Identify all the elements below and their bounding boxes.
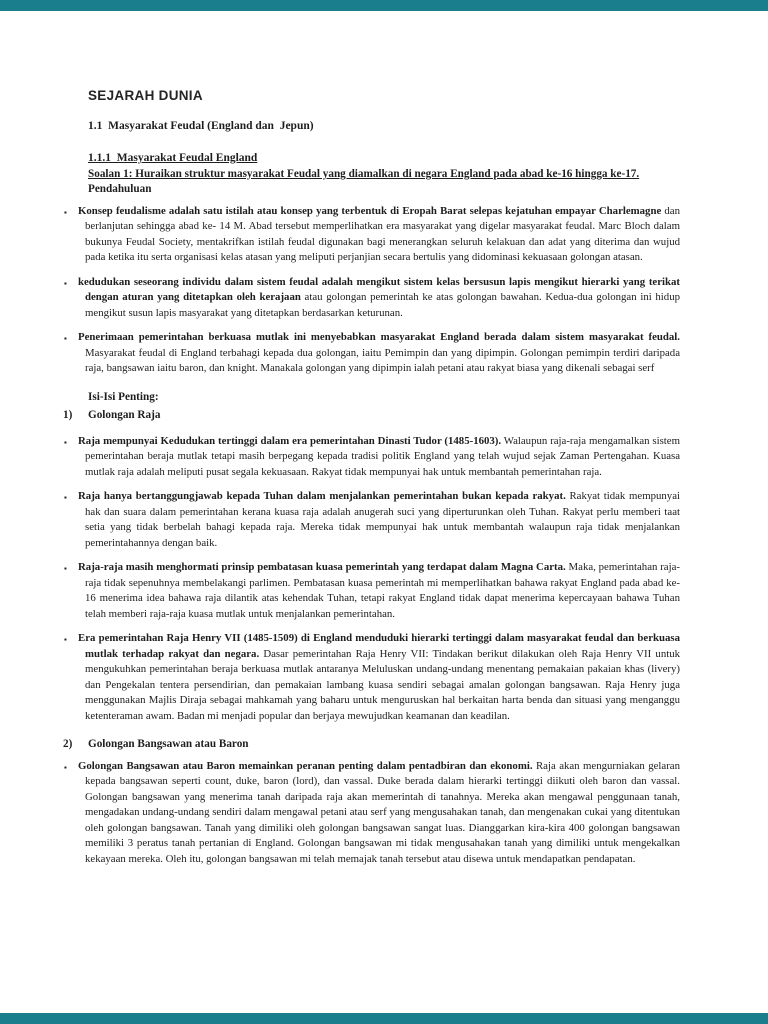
bullet-lead-text: kedudukan seseorang individu dalam sistem feudal adalah mengikut sistem kelas bersusun lapis mengikut hierarki yang terikat dengan aturan yang ditetapkan oleh kerajaan bbox=[78, 275, 680, 303]
bullet-lead-text: Raja-raja masih menghormati prinsip pembatasan kuasa pemerintah yang terdapat dalam Magna Carta. bbox=[78, 561, 566, 573]
list-number: 2) bbox=[63, 738, 73, 750]
key-points-heading: Isi-Isi Penting: bbox=[88, 390, 159, 403]
pendahuluan-heading: Pendahuluan bbox=[88, 183, 152, 195]
bullet-icon: ▪ bbox=[64, 493, 67, 502]
bullet-body-text: atau golongan pemerintah ke atas golongan bawahan. Kedua-dua golongan ini hidup mengikut susun lapis masyarakat yang ditetapkan berdasarkan keturunan. bbox=[85, 291, 681, 319]
bullet-lead-text: Golongan Bangsawan atau Baron memainkan peranan penting dalam pentadbiran dan ekonomi. bbox=[78, 759, 533, 772]
raja-bullet-1 bbox=[63, 434, 680, 481]
intro-bullet-2 bbox=[63, 275, 680, 322]
bullet-icon: ▪ bbox=[64, 635, 67, 644]
bullet-body-text: Walaupun raja-raja mengamalkan sistem pemerintahan beraja mutlak tetapi masih berpegang kepada tradisi politik England yang telah wujud sejak Zaman Pertengahan. Kuasa mutlak raja adalah meliputi pusat segala kekuasaan. Rakyat tidak mempunyai hak untuk membantah pemerintahan raja. bbox=[85, 434, 681, 478]
list-label: Golongan Raja bbox=[88, 409, 161, 421]
section-heading-1-1-1: 1.1.1 Masyarakat Feudal England bbox=[88, 152, 258, 164]
bullet-lead-text: Raja hanya bertanggungjawab kepada Tuhan dalam menjalankan pemerintahan bukan kepada rakyat. bbox=[78, 490, 566, 502]
bullet-lead-text: Era pemerintahan Raja Henry VII (1485-1509) di England menduduki hierarki tertinggi dalam masyarakat feudal dan berkuasa mutlak terhadap rakyat dan negara. bbox=[78, 632, 680, 660]
intro-bullet-3 bbox=[63, 330, 680, 377]
bullet-icon: ▪ bbox=[64, 278, 67, 288]
question-heading: Soalan 1: Huraikan struktur masyarakat Feudal yang diamalkan di negara England pada abad ke-16 hingga ke-17. bbox=[88, 167, 640, 180]
list-number: 1) bbox=[63, 409, 73, 421]
page-title: SEJARAH DUNIA bbox=[88, 88, 203, 103]
bottom-border-bar bbox=[0, 1013, 768, 1024]
bullet-icon: ▪ bbox=[64, 564, 67, 573]
list-label: Golongan Bangsawan atau Baron bbox=[88, 738, 249, 750]
raja-bullet-2 bbox=[63, 489, 680, 551]
raja-bullet-3 bbox=[63, 560, 680, 622]
bullet-body-text: Maka, pemerintahan raja-raja tidak sepenuhnya membelakangi parlimen. Pembatasan kuasa pemerintah mi memperlihatkan bahawa rakyat England pada abad ke-16 menerima idea bahawa raja dilantik atas kehendak Tuhan, tetapi rakyat England tidak dapat menerima kepercayaan bahawa Tuhan telah memberi raja-raja kuasa mutlak untuk menjalankan pemerintahan. bbox=[85, 561, 680, 620]
numbered-heading-2 bbox=[63, 737, 680, 753]
bullet-body-text: dan berlanjutan sehingga abad ke- 14 M. Abad tersebut memperlihatkan era masyarakat yang digelar masyarakat feudal. Marc Bloch dalam bukunya Feudal Society, mentakrifkan istilah feudal digunakan bagi menerangkan seluruh kelakuan dan adat yang diterima dan wujud pada ketika itu serta organisasi kelas atasan yang meliputi perjanjian secara bertulis yang didominasi kekuasaan golongan atasan. bbox=[85, 204, 680, 263]
raja-bullet-4 bbox=[63, 631, 680, 724]
bullet-lead-text: Penerimaan pemerintahan berkuasa mutlak ini menyebabkan masyarakat England berada dalam sistem masyarakat feudal. bbox=[78, 331, 680, 343]
intro-bullet-1 bbox=[63, 204, 680, 266]
top-border-bar bbox=[0, 0, 768, 11]
baron-bullet-1 bbox=[63, 759, 680, 868]
bullet-icon: ▪ bbox=[64, 437, 67, 447]
bullet-body-text: Raja akan mengurniakan gelaran kepada bangsawan seperti count, duke, baron (lord), dan vassal. Duke berada dalam hierarki tertinggi diikuti oleh baron dan vassal. Golongan bangsawan yang menerima tanah daripada raja akan memerintah di tanahnya. Mereka akan mengawal penggunaan tanah, mengadakan undang-undang sendiri dalam mengawal petani atau serf yang mengusahakan tanah, dan mengenakan cukai yang ditentukan oleh golongan bangsawan. Tanah yang dimiliki oleh golongan bangsawan sangat luas. Dianggarkan kira-kira 400 golongan bangsawan memiliki 3 peratus tanah pertanian di England. Golongan bangsawan mi tidak mengusahakan tanah yang dimiliki untuk mengekalkan kekayaan mereka. Oleh itu, golongan bangsawan mi telah memajak tanah tersebut atau disewa untuk mendapatkan pendapatan. bbox=[85, 759, 681, 865]
bullet-body-text: Masyarakat feudal di England terbahagi kepada dua golongan, iaitu Pemimpin dan yang dipimpin. Golongan pemimpin terdiri daripada raja, bangsawan iaitu baron, dan knight. Manakala golongan yang dipimpin ialah petani atau rakyat biasa yang dikenali sebagai serf bbox=[85, 346, 680, 374]
bullet-lead-text: Raja mempunyai Kedudukan tertinggi dalam era pemerintahan Dinasti Tudor (1485-1603). bbox=[78, 434, 502, 447]
bullet-body-text: Rakyat tidak mempunyai hak dan suara dalam pemerintahan kerana kuasa raja adalah anugerah suci yang diperturunkan oleh Tuhan. Rakyat perlu memberi taat setia yang tidak berbelah bahagi kepada raja. Mereka tidak mempunyai hak untuk membantah walaupun raja tidak menjalankan pemerintahannya dengan baik. bbox=[85, 490, 680, 549]
bullet-icon: ▪ bbox=[64, 762, 67, 772]
document-content bbox=[63, 88, 680, 876]
bullet-body-text: Dasar pemerintahan Raja Henry VII: Tindakan berikut dilakukan oleh Raja Henry VII untuk mengukuhkan pemerintahan beraja berkuasa mutlak antaranya Meluluskan undang-undang menentang pemakaian pakaian khas (livery) dan Pengekalan tentera persendirian, dan pemakaian lambang kuasa sendiri sebagai amalan golongan bangsawan. Raja Henry juga menggunakan Majlis Diraja sebagai mahkamah yang baharu untuk menguruskan hal berkaitan harta benda dan situasi yang menganggu ketenteraman awam. Badan mi menjadi popular dan berjaya mewujudkan keamanan dan keadilan. bbox=[85, 647, 681, 722]
bullet-icon: ▪ bbox=[64, 207, 67, 217]
bullet-lead-text: Konsep feudalisme adalah satu istilah atau konsep yang terbentuk di Eropah Barat selepas kejatuhan empayar Charlemagne bbox=[78, 204, 662, 217]
bullet-icon: ▪ bbox=[64, 334, 67, 343]
section-heading-1-1: 1.1 Masyarakat Feudal (England dan Jepun) bbox=[88, 119, 314, 132]
numbered-heading-1 bbox=[63, 408, 680, 424]
